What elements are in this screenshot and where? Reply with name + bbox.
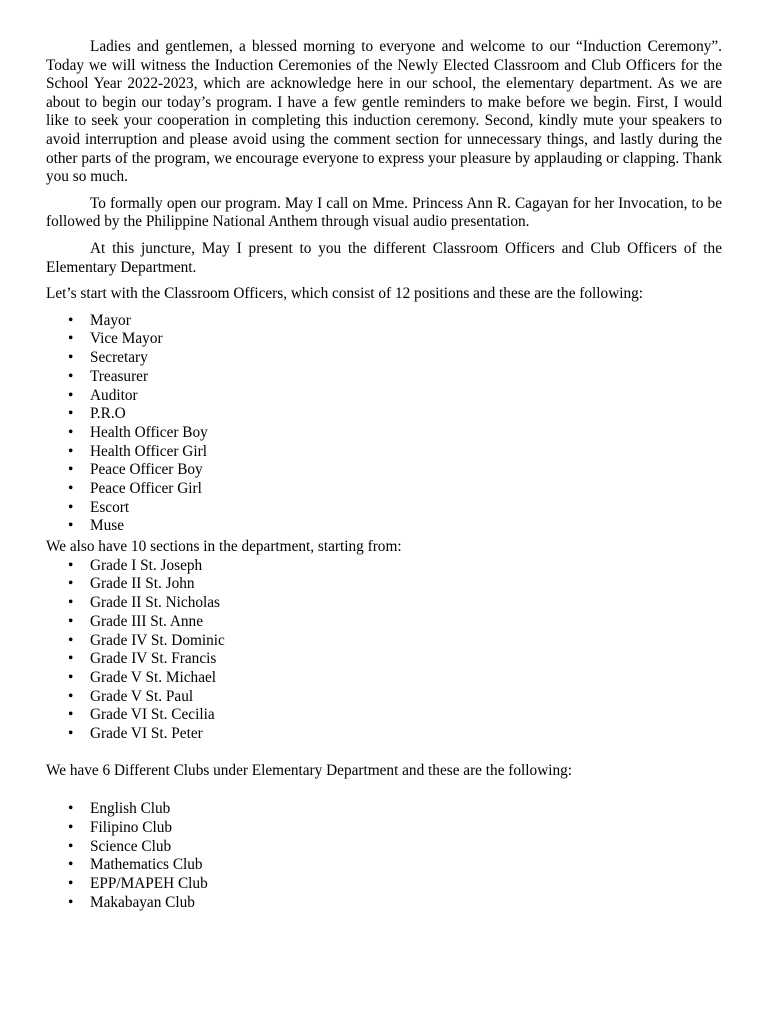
list-item: • Auditor [46,387,722,406]
list-item: • Grade VI St. Peter [46,725,722,744]
list-item: • Vice Mayor [46,330,722,349]
clubs-intro: We have 6 Different Clubs under Elementary Department and these are the following: [46,761,573,779]
document-page [46,38,722,913]
list-item: • Grade I St. Joseph [46,557,722,576]
list-item: • Grade V St. Michael [46,669,722,688]
list-item: • English Club [46,800,722,819]
list-item: • Escort [46,499,722,518]
list-item: • Muse [46,517,722,536]
opening-paragraph: To formally open our program. May I call on Mme. Princess Ann R. Cagayan for her Invocation, to be followed by the Philippine National Anthem through visual audio presentation. [46,194,722,231]
list-item: • Grade IV St. Dominic [46,632,722,651]
clubs-list [46,800,722,912]
list-item: • Treasurer [46,368,722,387]
classroom-officers-intro: Let’s start with the Classroom Officers, which consist of 12 positions and these are the following: [46,285,644,303]
sections-intro: We also have 10 sections in the department, starting from: [46,538,402,556]
welcome-paragraph: Ladies and gentlemen, a blessed morning to everyone and welcome to our “Induction Ceremony”. Today we will witness the Induction Ceremonies of the Newly Elected Classroom and Club Officers for the School Year 2022-2023, which are acknowledge here in our school, the elementary department. As we are about to begin our today’s program. I have a few gentle reminders to make before we begin. First, I would like to seek your cooperation in completing this induction ceremony. Second, kindly mute your speakers to avoid interruption and please avoid using the comment section for unnecessary things, and lastly during the other parts of the program, we encourage everyone to express your pleasure by applauding or clapping. Thank you so much. [46,38,722,186]
list-item: • Makabayan Club [46,894,722,913]
list-item: • EPP/MAPEH Club [46,875,722,894]
list-item: • Grade III St. Anne [46,613,722,632]
list-item: • Peace Officer Girl [46,480,722,499]
sections-list [46,557,722,744]
list-item: • Peace Officer Boy [46,461,722,480]
classroom-officers-list [46,312,722,536]
list-item: • Mayor [46,312,722,331]
list-item: • Science Club [46,838,722,857]
list-item: • Grade VI St. Cecilia [46,706,722,725]
list-item: • Health Officer Girl [46,443,722,462]
list-item: • Grade V St. Paul [46,688,722,707]
list-item: • Grade IV St. Francis [46,650,722,669]
list-item: • P.R.O [46,405,722,424]
juncture-paragraph: At this juncture, May I present to you the different Classroom Officers and Club Officers of the Elementary Department. [46,239,722,276]
list-item: • Mathematics Club [46,856,722,875]
list-item: • Health Officer Boy [46,424,722,443]
list-item: • Grade II St. Nicholas [46,594,722,613]
list-item: • Filipino Club [46,819,722,838]
list-item: • Secretary [46,349,722,368]
list-item: • Grade II St. John [46,575,722,594]
